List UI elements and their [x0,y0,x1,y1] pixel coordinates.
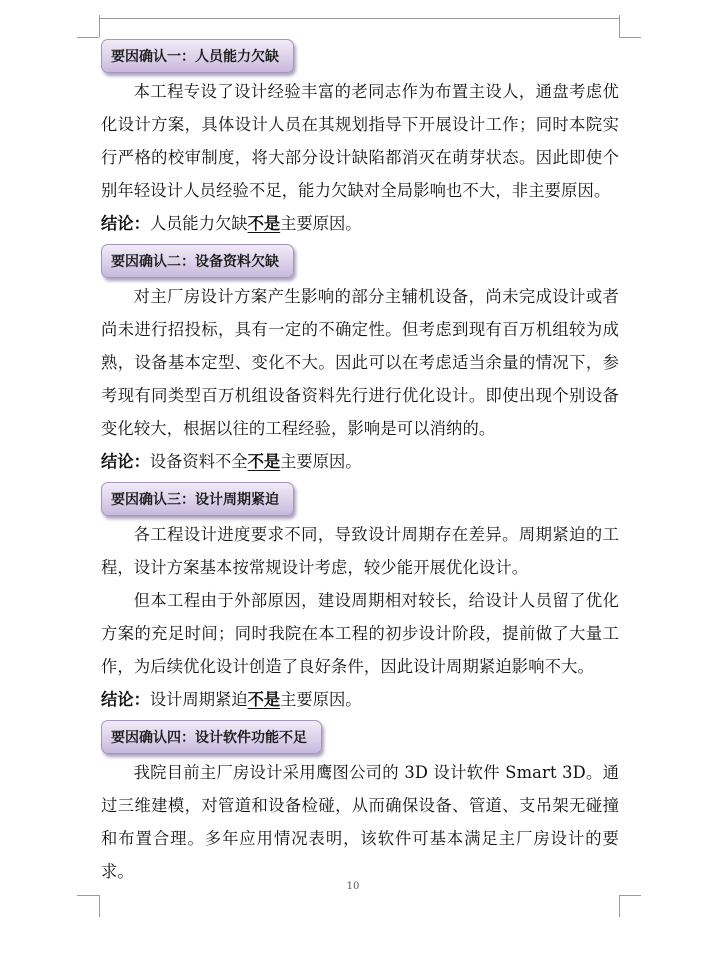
conclusion [101,207,619,240]
conclusion-tail: 主要原因。 [280,214,362,233]
conclusion-subject: 人员能力欠缺 [149,214,248,233]
conclusion-subject: 设计周期紧迫 [149,690,248,709]
conclusion-emphasis: 不是 [247,690,281,709]
body-paragraph: 但本工程由于外部原因，建设周期相对较长，给设计人员留了优化方案的充足时间；同时我院在本工程的初步设计阶段，提前做了大量工作，为后续优化设计创造了良好条件，因此设计周期紧迫影响不大。 [101,591,619,676]
section-equipment [101,244,619,478]
header-rule [99,18,619,19]
conclusion [101,445,619,478]
section-heading: 要因确认三：设计周期紧迫 [101,482,294,516]
conclusion-label: 结论： [101,452,150,471]
section-schedule [101,482,619,716]
body-paragraph: 各工程设计进度要求不同，导致设计周期存在差异。周期紧迫的工程，设计方案基本按常规设计考虑，较少能开展优化设计。 [101,525,619,577]
crop-mark [619,895,641,896]
conclusion-emphasis: 不是 [247,452,281,471]
section-heading: 要因确认一：人员能力欠缺 [101,39,294,73]
crop-mark [619,37,641,38]
conclusion-emphasis: 不是 [247,214,281,233]
document-body [101,39,619,888]
crop-mark [619,15,620,37]
section-software [101,720,619,888]
crop-mark [619,895,620,917]
crop-mark [77,37,99,38]
section-personnel [101,39,619,240]
body-paragraph: 我院目前主厂房设计采用鹰图公司的 3D 设计软件 Smart 3D。通过三维建模，对管道和设备检碰，从而确保设备、管道、支吊架无碰撞和布置合理。多年应用情况表明，该软件可基本满足主厂房设计的要求。 [101,763,619,881]
body-paragraph: 本工程专设了设计经验丰富的老同志作为布置主设人，通盘考虑优化设计方案，具体设计人员在其规划指导下开展设计工作；同时本院实行严格的校审制度，将大部分设计缺陷都消灭在萌芽状态。因此即使个别年轻设计人员经验不足，能力欠缺对全局影响也不大，非主要原因。 [101,82,619,200]
conclusion-label: 结论： [101,214,150,233]
conclusion [101,683,619,716]
conclusion-tail: 主要原因。 [280,452,362,471]
page-number: 10 [346,881,360,892]
conclusion-tail: 主要原因。 [280,690,362,709]
conclusion-label: 结论： [101,690,150,709]
section-heading: 要因确认四：设计软件功能不足 [101,720,322,754]
section-heading: 要因确认二：设备资料欠缺 [101,244,294,278]
crop-mark [99,895,100,917]
body-paragraph: 对主厂房设计方案产生影响的部分主辅机设备，尚未完成设计或者尚未进行招投标，具有一定的不确定性。但考虑到现有百万机组较为成熟，设备基本定型、变化不大。因此可以在考虑适当余量的情况下，参考现有同类型百万机组设备资料先行进行优化设计。即使出现个别设备变化较大，根据以往的工程经验，影响是可以消纳的。 [101,287,619,438]
crop-mark [77,895,99,896]
conclusion-subject: 设备资料不全 [149,452,248,471]
